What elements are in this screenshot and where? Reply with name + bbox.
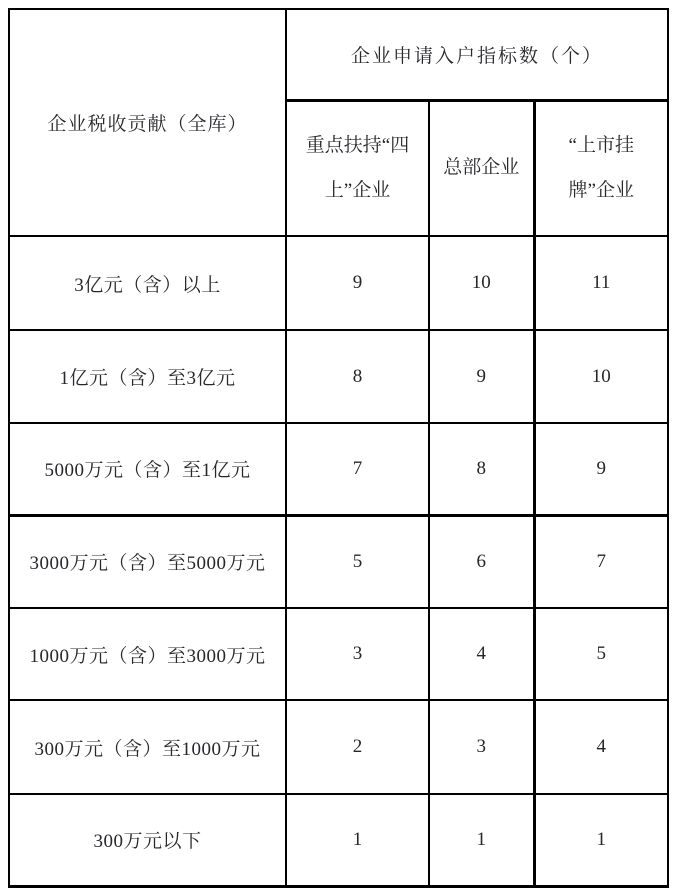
quota-value-listed: 5	[534, 608, 668, 700]
table-row	[9, 330, 668, 423]
table-row	[9, 700, 668, 794]
quota-value-hq: 6	[429, 515, 534, 608]
quota-value-hq: 3	[429, 700, 534, 794]
quota-value-listed: 11	[534, 236, 668, 330]
table-row	[9, 423, 668, 515]
table-header-row-group	[9, 9, 668, 100]
quota-value-listed: 7	[534, 515, 668, 608]
quota-value-hq: 10	[429, 236, 534, 330]
row-label: 300万元以下	[9, 794, 286, 886]
row-label: 1亿元（含）至3亿元	[9, 330, 286, 423]
quota-value-hq: 4	[429, 608, 534, 700]
column-header-label: “上市挂牌”企业	[568, 134, 634, 202]
column-header-listed-enterprise	[534, 100, 668, 236]
column-header-label: 重点扶持“四上”企业	[305, 134, 410, 202]
quota-value-hq: 1	[429, 794, 534, 886]
row-label: 3000万元（含）至5000万元	[9, 515, 286, 608]
quota-value-keypoint: 9	[286, 236, 429, 330]
quota-value-keypoint: 2	[286, 700, 429, 794]
row-label: 3亿元（含）以上	[9, 236, 286, 330]
group-header-quota-count: 企业申请入户指标数（个）	[286, 9, 668, 100]
tax-contribution-quota-table	[8, 8, 669, 888]
quota-value-listed: 1	[534, 794, 668, 886]
column-header-hq-enterprise	[429, 100, 534, 236]
table-row	[9, 794, 668, 886]
row-label: 5000万元（含）至1亿元	[9, 423, 286, 515]
quota-value-hq: 8	[429, 423, 534, 515]
quota-value-keypoint: 3	[286, 608, 429, 700]
quota-value-listed: 10	[534, 330, 668, 423]
quota-value-keypoint: 5	[286, 515, 429, 608]
table-row	[9, 236, 668, 330]
quota-value-hq: 9	[429, 330, 534, 423]
quota-value-keypoint: 1	[286, 794, 429, 886]
row-label: 1000万元（含）至3000万元	[9, 608, 286, 700]
quota-value-keypoint: 8	[286, 330, 429, 423]
column-header-keypoint-enterprise	[286, 100, 429, 236]
row-header-tax-contribution: 企业税收贡献（全库）	[9, 9, 286, 236]
quota-value-keypoint: 7	[286, 423, 429, 515]
table-row	[9, 515, 668, 608]
column-header-label: 总部企业	[443, 157, 520, 179]
table-row	[9, 608, 668, 700]
quota-value-listed: 9	[534, 423, 668, 515]
row-label: 300万元（含）至1000万元	[9, 700, 286, 794]
quota-value-listed: 4	[534, 700, 668, 794]
